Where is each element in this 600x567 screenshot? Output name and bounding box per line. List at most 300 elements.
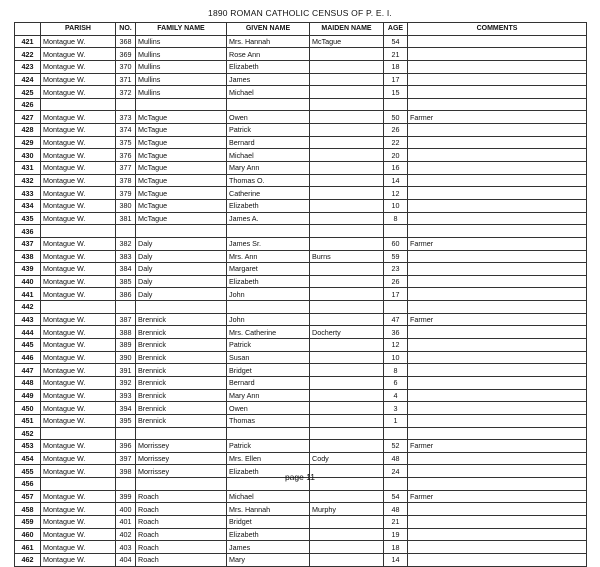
maiden-name-cell: McTague xyxy=(310,35,384,48)
given-name-cell: Bridget xyxy=(227,515,310,528)
row-number: 450 xyxy=(15,402,41,415)
table-row xyxy=(15,199,587,212)
parish-cell: Montague W. xyxy=(41,60,116,73)
table-row xyxy=(15,263,587,276)
parish-cell: Montague W. xyxy=(41,288,116,301)
parish-cell: Montague W. xyxy=(41,465,116,478)
table-row xyxy=(15,414,587,427)
age-cell: 18 xyxy=(384,60,408,73)
table-row xyxy=(15,364,587,377)
row-number: 439 xyxy=(15,263,41,276)
maiden-name-cell xyxy=(310,490,384,503)
parish-cell: Montague W. xyxy=(41,452,116,465)
family-name-cell: Mullins xyxy=(136,35,227,48)
given-name-cell: Elizabeth xyxy=(227,528,310,541)
given-name-cell: Mary Ann xyxy=(227,389,310,402)
household-number: 376 xyxy=(116,149,136,162)
given-name-cell: Thomas O. xyxy=(227,174,310,187)
family-name-cell: Roach xyxy=(136,503,227,516)
parish-cell xyxy=(41,98,116,111)
parish-cell: Montague W. xyxy=(41,313,116,326)
row-number: 430 xyxy=(15,149,41,162)
table-row xyxy=(15,73,587,86)
family-name-cell: Daly xyxy=(136,275,227,288)
household-number: 381 xyxy=(116,212,136,225)
row-number: 459 xyxy=(15,515,41,528)
maiden-name-cell xyxy=(310,263,384,276)
family-name-cell: Brennick xyxy=(136,326,227,339)
comments-cell xyxy=(408,503,587,516)
family-name-cell: Mullins xyxy=(136,48,227,61)
row-number: 433 xyxy=(15,187,41,200)
given-name-cell xyxy=(227,225,310,238)
given-name-cell: Thomas xyxy=(227,414,310,427)
table-row xyxy=(15,427,587,440)
row-number: 440 xyxy=(15,275,41,288)
table-row xyxy=(15,452,587,465)
table-row xyxy=(15,35,587,48)
comments-cell xyxy=(408,376,587,389)
parish-cell: Montague W. xyxy=(41,212,116,225)
household-number: 387 xyxy=(116,313,136,326)
given-name-cell xyxy=(227,427,310,440)
household-number: 399 xyxy=(116,490,136,503)
row-number: 447 xyxy=(15,364,41,377)
row-number: 445 xyxy=(15,339,41,352)
header-row xyxy=(15,23,587,36)
age-cell: 16 xyxy=(384,162,408,175)
row-number: 460 xyxy=(15,528,41,541)
row-number: 426 xyxy=(15,98,41,111)
row-number: 448 xyxy=(15,376,41,389)
maiden-name-cell xyxy=(310,124,384,137)
maiden-name-cell xyxy=(310,187,384,200)
maiden-name-cell xyxy=(310,136,384,149)
given-name-cell: James Sr. xyxy=(227,237,310,250)
household-number xyxy=(116,225,136,238)
age-cell: 8 xyxy=(384,212,408,225)
row-number: 429 xyxy=(15,136,41,149)
maiden-name-cell xyxy=(310,174,384,187)
maiden-name-cell: Burns xyxy=(310,250,384,263)
given-name-cell: Bernard xyxy=(227,136,310,149)
age-cell: 17 xyxy=(384,73,408,86)
parish-cell: Montague W. xyxy=(41,263,116,276)
age-cell xyxy=(384,225,408,238)
parish-cell xyxy=(41,301,116,314)
table-row xyxy=(15,237,587,250)
maiden-name-cell xyxy=(310,199,384,212)
family-name-cell: Roach xyxy=(136,490,227,503)
household-number: 385 xyxy=(116,275,136,288)
family-name-cell: McTague xyxy=(136,187,227,200)
age-cell: 14 xyxy=(384,174,408,187)
parish-cell xyxy=(41,225,116,238)
maiden-name-cell xyxy=(310,515,384,528)
table-row xyxy=(15,174,587,187)
row-number: 434 xyxy=(15,199,41,212)
row-number: 462 xyxy=(15,553,41,566)
table-row xyxy=(15,301,587,314)
household-number: 402 xyxy=(116,528,136,541)
comments-cell xyxy=(408,389,587,402)
parish-cell: Montague W. xyxy=(41,124,116,137)
age-cell: 18 xyxy=(384,541,408,554)
family-name-cell: McTague xyxy=(136,212,227,225)
comments-cell: Farmer xyxy=(408,490,587,503)
age-cell: 21 xyxy=(384,515,408,528)
given-name-cell: Bernard xyxy=(227,376,310,389)
parish-cell: Montague W. xyxy=(41,136,116,149)
maiden-name-cell xyxy=(310,553,384,566)
table-row xyxy=(15,111,587,124)
family-name-cell: Mullins xyxy=(136,73,227,86)
given-name-cell: Mrs. Ellen xyxy=(227,452,310,465)
household-number: 395 xyxy=(116,414,136,427)
row-number: 452 xyxy=(15,427,41,440)
comments-cell xyxy=(408,162,587,175)
household-number: 401 xyxy=(116,515,136,528)
given-name-cell: Patrick xyxy=(227,440,310,453)
header-num xyxy=(15,23,41,36)
comments-cell xyxy=(408,427,587,440)
family-name-cell xyxy=(136,301,227,314)
family-name-cell: Brennick xyxy=(136,402,227,415)
table-row xyxy=(15,86,587,99)
table-row xyxy=(15,515,587,528)
given-name-cell: Elizabeth xyxy=(227,60,310,73)
family-name-cell: McTague xyxy=(136,149,227,162)
census-table xyxy=(14,22,587,567)
maiden-name-cell xyxy=(310,73,384,86)
row-number: 438 xyxy=(15,250,41,263)
maiden-name-cell xyxy=(310,225,384,238)
comments-cell xyxy=(408,98,587,111)
parish-cell: Montague W. xyxy=(41,73,116,86)
parish-cell: Montague W. xyxy=(41,48,116,61)
family-name-cell: Daly xyxy=(136,288,227,301)
maiden-name-cell xyxy=(310,86,384,99)
maiden-name-cell xyxy=(310,541,384,554)
comments-cell xyxy=(408,225,587,238)
page-number: page 11 xyxy=(284,472,316,482)
given-name-cell: Mrs. Hannah xyxy=(227,35,310,48)
parish-cell: Montague W. xyxy=(41,326,116,339)
comments-cell xyxy=(408,187,587,200)
row-number: 457 xyxy=(15,490,41,503)
family-name-cell: Mullins xyxy=(136,60,227,73)
parish-cell xyxy=(41,427,116,440)
household-number: 394 xyxy=(116,402,136,415)
given-name-cell: Mary Ann xyxy=(227,162,310,175)
parish-cell: Montague W. xyxy=(41,440,116,453)
household-number xyxy=(116,427,136,440)
document-title: 1890 ROMAN CATHOLIC CENSUS OF P. E. I. xyxy=(208,8,392,18)
parish-cell: Montague W. xyxy=(41,503,116,516)
row-number: 428 xyxy=(15,124,41,137)
household-number: 391 xyxy=(116,364,136,377)
comments-cell xyxy=(408,149,587,162)
household-number: 380 xyxy=(116,199,136,212)
header-family-name: FAMILY NAME xyxy=(136,23,227,36)
given-name-cell: Elizabeth xyxy=(227,275,310,288)
row-number: 432 xyxy=(15,174,41,187)
comments-cell xyxy=(408,199,587,212)
header-no: NO. xyxy=(116,23,136,36)
comments-cell: Farmer xyxy=(408,313,587,326)
header-age: AGE xyxy=(384,23,408,36)
comments-cell xyxy=(408,136,587,149)
family-name-cell: Roach xyxy=(136,553,227,566)
given-name-cell: Elizabeth xyxy=(227,465,310,478)
table-row xyxy=(15,275,587,288)
comments-cell xyxy=(408,402,587,415)
age-cell: 12 xyxy=(384,187,408,200)
maiden-name-cell xyxy=(310,440,384,453)
row-number: 442 xyxy=(15,301,41,314)
family-name-cell: McTague xyxy=(136,136,227,149)
row-number: 437 xyxy=(15,237,41,250)
given-name-cell: Owen xyxy=(227,111,310,124)
table-row xyxy=(15,288,587,301)
maiden-name-cell xyxy=(310,339,384,352)
comments-cell xyxy=(408,263,587,276)
table-row xyxy=(15,351,587,364)
age-cell: 52 xyxy=(384,440,408,453)
age-cell: 19 xyxy=(384,528,408,541)
age-cell: 10 xyxy=(384,199,408,212)
table-row xyxy=(15,149,587,162)
household-number: 388 xyxy=(116,326,136,339)
family-name-cell: McTague xyxy=(136,162,227,175)
household-number: 398 xyxy=(116,465,136,478)
given-name-cell: James xyxy=(227,541,310,554)
parish-cell: Montague W. xyxy=(41,541,116,554)
table-row xyxy=(15,553,587,566)
given-name-cell: Bridget xyxy=(227,364,310,377)
given-name-cell: Michael xyxy=(227,490,310,503)
maiden-name-cell xyxy=(310,351,384,364)
header-parish: PARISH xyxy=(41,23,116,36)
row-number: 458 xyxy=(15,503,41,516)
maiden-name-cell xyxy=(310,414,384,427)
parish-cell: Montague W. xyxy=(41,149,116,162)
row-number: 436 xyxy=(15,225,41,238)
parish-cell: Montague W. xyxy=(41,351,116,364)
parish-cell: Montague W. xyxy=(41,275,116,288)
age-cell xyxy=(384,98,408,111)
row-number: 451 xyxy=(15,414,41,427)
parish-cell: Montague W. xyxy=(41,414,116,427)
parish-cell: Montague W. xyxy=(41,553,116,566)
given-name-cell: Mrs. Ann xyxy=(227,250,310,263)
parish-cell: Montague W. xyxy=(41,339,116,352)
family-name-cell xyxy=(136,427,227,440)
maiden-name-cell xyxy=(310,427,384,440)
household-number: 375 xyxy=(116,136,136,149)
household-number: 397 xyxy=(116,452,136,465)
table-row xyxy=(15,376,587,389)
given-name-cell: James A. xyxy=(227,212,310,225)
maiden-name-cell xyxy=(310,237,384,250)
family-name-cell: Mullins xyxy=(136,86,227,99)
maiden-name-cell xyxy=(310,288,384,301)
header-comments: COMMENTS xyxy=(408,23,587,36)
household-number: 386 xyxy=(116,288,136,301)
family-name-cell: Brennick xyxy=(136,376,227,389)
age-cell: 54 xyxy=(384,35,408,48)
given-name-cell: Patrick xyxy=(227,124,310,137)
parish-cell: Montague W. xyxy=(41,237,116,250)
comments-cell xyxy=(408,515,587,528)
age-cell: 20 xyxy=(384,149,408,162)
table-row xyxy=(15,440,587,453)
age-cell: 17 xyxy=(384,288,408,301)
age-cell xyxy=(384,301,408,314)
family-name-cell: Morrissey xyxy=(136,440,227,453)
household-number: 393 xyxy=(116,389,136,402)
family-name-cell: Morrissey xyxy=(136,452,227,465)
household-number: 373 xyxy=(116,111,136,124)
comments-cell xyxy=(408,364,587,377)
comments-cell: Farmer xyxy=(408,440,587,453)
table-row xyxy=(15,250,587,263)
parish-cell: Montague W. xyxy=(41,402,116,415)
table-row xyxy=(15,326,587,339)
table-row xyxy=(15,60,587,73)
age-cell: 15 xyxy=(384,86,408,99)
given-name-cell: Michael xyxy=(227,86,310,99)
table-row xyxy=(15,136,587,149)
row-number: 431 xyxy=(15,162,41,175)
comments-cell xyxy=(408,212,587,225)
age-cell: 26 xyxy=(384,124,408,137)
table-row xyxy=(15,528,587,541)
household-number: 369 xyxy=(116,48,136,61)
household-number: 396 xyxy=(116,440,136,453)
maiden-name-cell xyxy=(310,275,384,288)
census-body xyxy=(15,35,587,566)
row-number: 449 xyxy=(15,389,41,402)
comments-cell xyxy=(408,452,587,465)
table-row xyxy=(15,541,587,554)
table-row xyxy=(15,187,587,200)
age-cell: 47 xyxy=(384,313,408,326)
parish-cell: Montague W. xyxy=(41,187,116,200)
age-cell: 48 xyxy=(384,452,408,465)
maiden-name-cell xyxy=(310,313,384,326)
parish-cell: Montague W. xyxy=(41,162,116,175)
family-name-cell: Morrissey xyxy=(136,465,227,478)
table-row xyxy=(15,339,587,352)
parish-cell: Montague W. xyxy=(41,111,116,124)
row-number: 453 xyxy=(15,440,41,453)
family-name-cell: Brennick xyxy=(136,351,227,364)
given-name-cell: John xyxy=(227,288,310,301)
table-row xyxy=(15,225,587,238)
family-name-cell: Roach xyxy=(136,541,227,554)
header-maiden-name: MAIDEN NAME xyxy=(310,23,384,36)
household-number: 403 xyxy=(116,541,136,554)
household-number: 384 xyxy=(116,263,136,276)
given-name-cell xyxy=(227,301,310,314)
household-number: 379 xyxy=(116,187,136,200)
maiden-name-cell xyxy=(310,149,384,162)
row-number: 441 xyxy=(15,288,41,301)
table-row xyxy=(15,389,587,402)
comments-cell xyxy=(408,339,587,352)
family-name-cell: Daly xyxy=(136,250,227,263)
row-number: 446 xyxy=(15,351,41,364)
household-number: 371 xyxy=(116,73,136,86)
family-name-cell: Daly xyxy=(136,263,227,276)
household-number: 390 xyxy=(116,351,136,364)
parish-cell: Montague W. xyxy=(41,86,116,99)
comments-cell xyxy=(408,174,587,187)
household-number: 372 xyxy=(116,86,136,99)
parish-cell: Montague W. xyxy=(41,389,116,402)
age-cell: 10 xyxy=(384,351,408,364)
parish-cell: Montague W. xyxy=(41,35,116,48)
household-number: 389 xyxy=(116,339,136,352)
family-name-cell: Roach xyxy=(136,515,227,528)
parish-cell: Montague W. xyxy=(41,490,116,503)
given-name-cell: Patrick xyxy=(227,339,310,352)
row-number: 461 xyxy=(15,541,41,554)
table-row xyxy=(15,313,587,326)
given-name-cell: Catherine xyxy=(227,187,310,200)
age-cell: 50 xyxy=(384,111,408,124)
household-number: 368 xyxy=(116,35,136,48)
family-name-cell: Brennick xyxy=(136,414,227,427)
row-number: 421 xyxy=(15,35,41,48)
parish-cell: Montague W. xyxy=(41,528,116,541)
comments-cell xyxy=(408,73,587,86)
comments-cell xyxy=(408,553,587,566)
comments-cell xyxy=(408,60,587,73)
row-number: 456 xyxy=(15,478,41,491)
table-row xyxy=(15,98,587,111)
family-name-cell: Brennick xyxy=(136,389,227,402)
table-row xyxy=(15,402,587,415)
comments-cell xyxy=(408,275,587,288)
parish-cell: Montague W. xyxy=(41,174,116,187)
comments-cell xyxy=(408,326,587,339)
age-cell: 26 xyxy=(384,275,408,288)
comments-cell xyxy=(408,288,587,301)
age-cell: 59 xyxy=(384,250,408,263)
household-number: 374 xyxy=(116,124,136,137)
age-cell: 22 xyxy=(384,136,408,149)
household-number: 377 xyxy=(116,162,136,175)
table-row xyxy=(15,162,587,175)
given-name-cell: Rose Ann xyxy=(227,48,310,61)
comments-cell xyxy=(408,124,587,137)
family-name-cell: Brennick xyxy=(136,313,227,326)
maiden-name-cell: Cody xyxy=(310,452,384,465)
maiden-name-cell xyxy=(310,528,384,541)
family-name-cell xyxy=(136,225,227,238)
given-name-cell: Owen xyxy=(227,402,310,415)
table-row xyxy=(15,48,587,61)
family-name-cell: McTague xyxy=(136,199,227,212)
table-row xyxy=(15,124,587,137)
row-number: 425 xyxy=(15,86,41,99)
age-cell: 12 xyxy=(384,339,408,352)
row-number: 455 xyxy=(15,465,41,478)
maiden-name-cell xyxy=(310,301,384,314)
given-name-cell: Mrs. Catherine xyxy=(227,326,310,339)
